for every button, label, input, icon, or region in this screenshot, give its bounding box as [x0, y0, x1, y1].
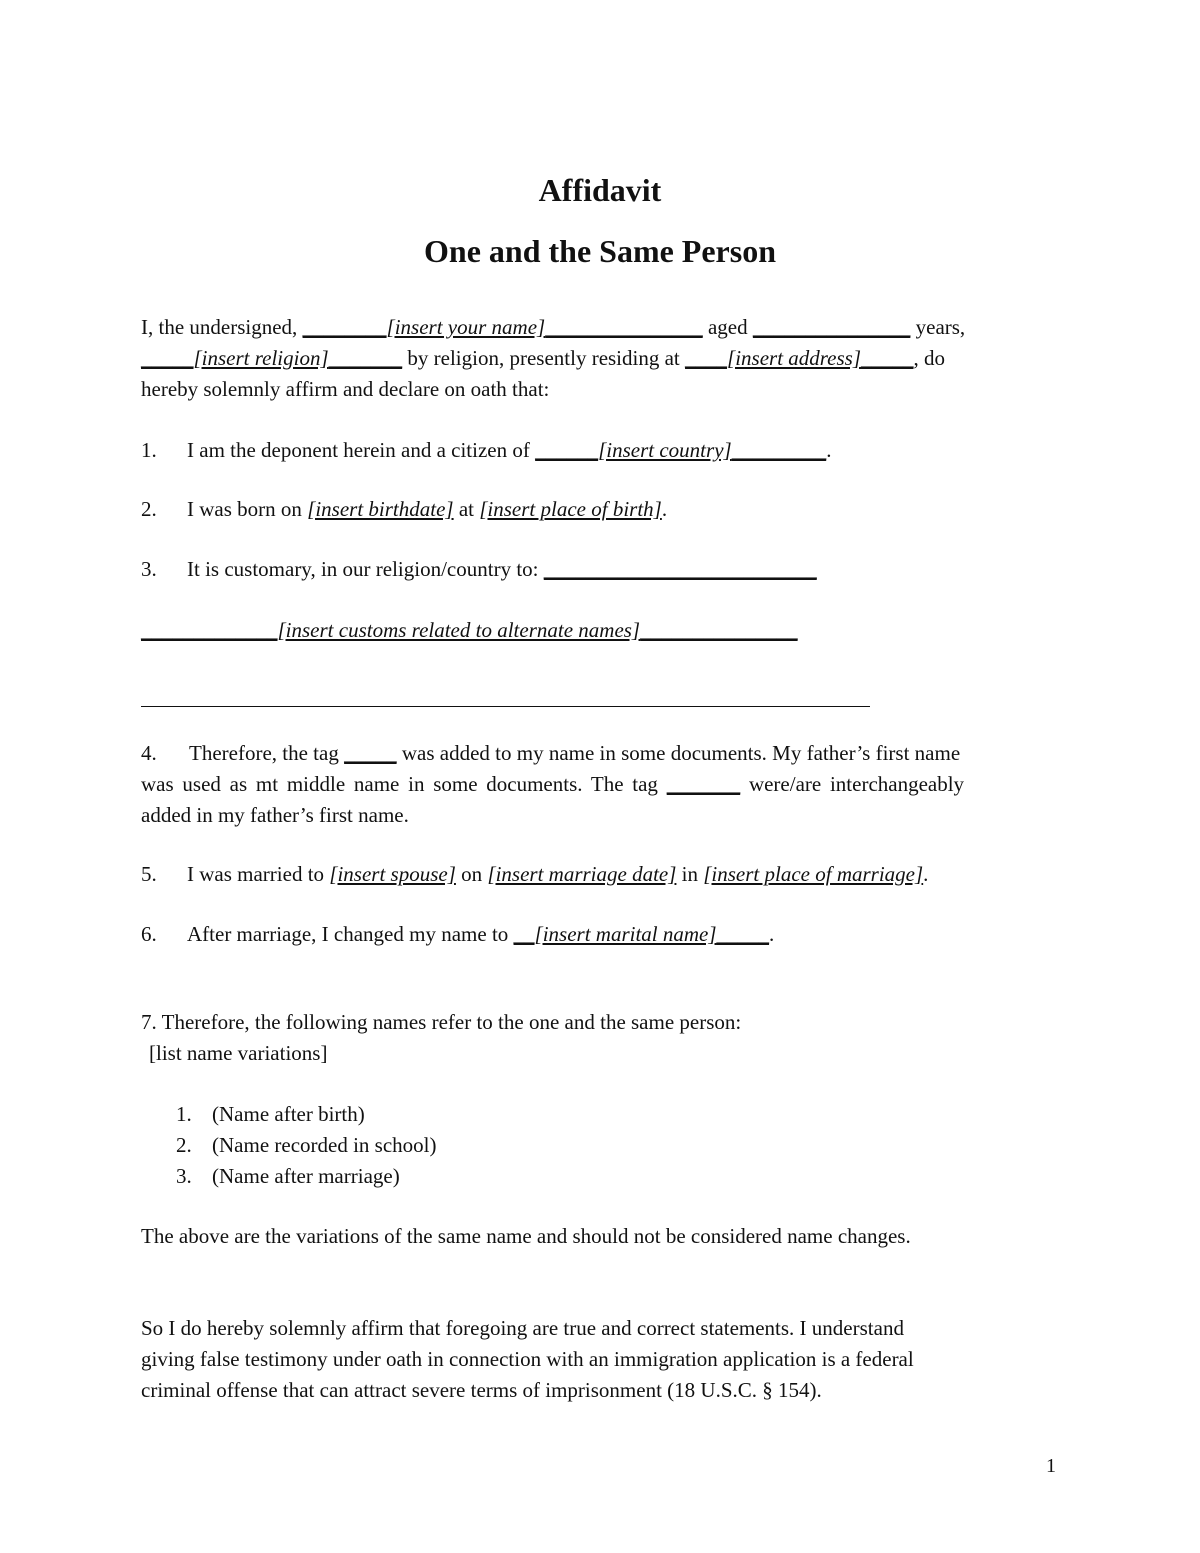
variation-number: 2.	[176, 1133, 192, 1157]
item-number: 6.	[141, 922, 157, 946]
item-3-text: It is customary, in our religion/country to: __________________________	[187, 557, 817, 581]
variation-item: (Name after birth)	[212, 1102, 365, 1126]
placeholder-spouse: [insert spouse]	[329, 862, 456, 886]
intro-line-2: _____[insert religion]_______ by religion, presently residing at ____[insert address]_____, do	[141, 346, 946, 370]
item-4-line-1: Therefore, the tag _____ was added to my name in some documents. My father’s first name	[189, 741, 961, 765]
intro-line-1: I, the undersigned, ________[insert your name]_______________ aged _______________ years,	[141, 315, 966, 339]
blank-rule-line	[141, 706, 870, 707]
item-4-line-2: was used as mt middle name in some documents. The tag _______ were/are interchangeably	[141, 772, 965, 796]
page-number: 1	[1046, 1455, 1056, 1477]
closing-line-1: So I do hereby solemnly affirm that foregoing are true and correct statements. I understand	[141, 1316, 904, 1340]
placeholder-religion: [insert religion]	[193, 346, 329, 370]
item-1-text: I am the deponent herein and a citizen of ______[insert country]_________.	[187, 438, 832, 462]
blank-field: ________	[302, 315, 387, 339]
placeholder-marriage-date: [insert marriage date]	[487, 862, 677, 886]
conclusion-text: The above are the variations of the same name and should not be considered name changes.	[141, 1224, 911, 1248]
item-number: 2.	[141, 497, 157, 521]
item-number: 5.	[141, 862, 157, 886]
closing-line-3: criminal offense that can attract severe terms of imprisonment (18 U.S.C. § 154).	[141, 1378, 822, 1402]
item-7-text: 7. Therefore, the following names refer to the one and the same person:	[141, 1010, 742, 1034]
item-3-customs-line: _____________[insert customs related to alternate names]_______________	[141, 618, 798, 642]
placeholder-customs: [insert customs related to alternate names]	[277, 618, 641, 642]
variation-item: (Name recorded in school)	[212, 1133, 437, 1157]
item-number: 3.	[141, 557, 157, 581]
placeholder-country: [insert country]	[598, 438, 732, 462]
item-number: 4.	[141, 741, 157, 765]
closing-line-2: giving false testimony under oath in connection with an immigration application is a federal	[141, 1347, 914, 1371]
placeholder-place-of-birth: [insert place of birth]	[479, 497, 662, 521]
document-title: Affidavit	[538, 172, 662, 208]
variation-item: (Name after marriage)	[212, 1164, 400, 1188]
item-7-subtext: [list name variations]	[149, 1041, 328, 1065]
placeholder-address: [insert address]	[727, 346, 862, 370]
placeholder-your-name: [insert your name]	[386, 315, 546, 339]
blank-age: _______________	[752, 315, 911, 339]
item-2-text: I was born on [insert birthdate] at [insert place of birth].	[187, 497, 668, 521]
item-6-text: After marriage, I changed my name to __[insert marital name]_____.	[187, 922, 775, 946]
document-subtitle: One and the Same Person	[424, 233, 776, 269]
item-4-line-3: added in my father’s first name.	[141, 803, 409, 827]
item-number: 1.	[141, 438, 157, 462]
placeholder-place-of-marriage: [insert place of marriage]	[703, 862, 924, 886]
blank-field: _______________	[545, 315, 703, 339]
variation-number: 3.	[176, 1164, 192, 1188]
placeholder-birthdate: [insert birthdate]	[307, 497, 454, 521]
item-5-text: I was married to [insert spouse] on [insert marriage date] in [insert place of marriage].	[187, 862, 929, 886]
variation-number: 1.	[176, 1102, 192, 1126]
placeholder-marital-name: [insert marital name]	[534, 922, 717, 946]
intro-line-3: hereby solemnly affirm and declare on oath that:	[141, 377, 550, 401]
